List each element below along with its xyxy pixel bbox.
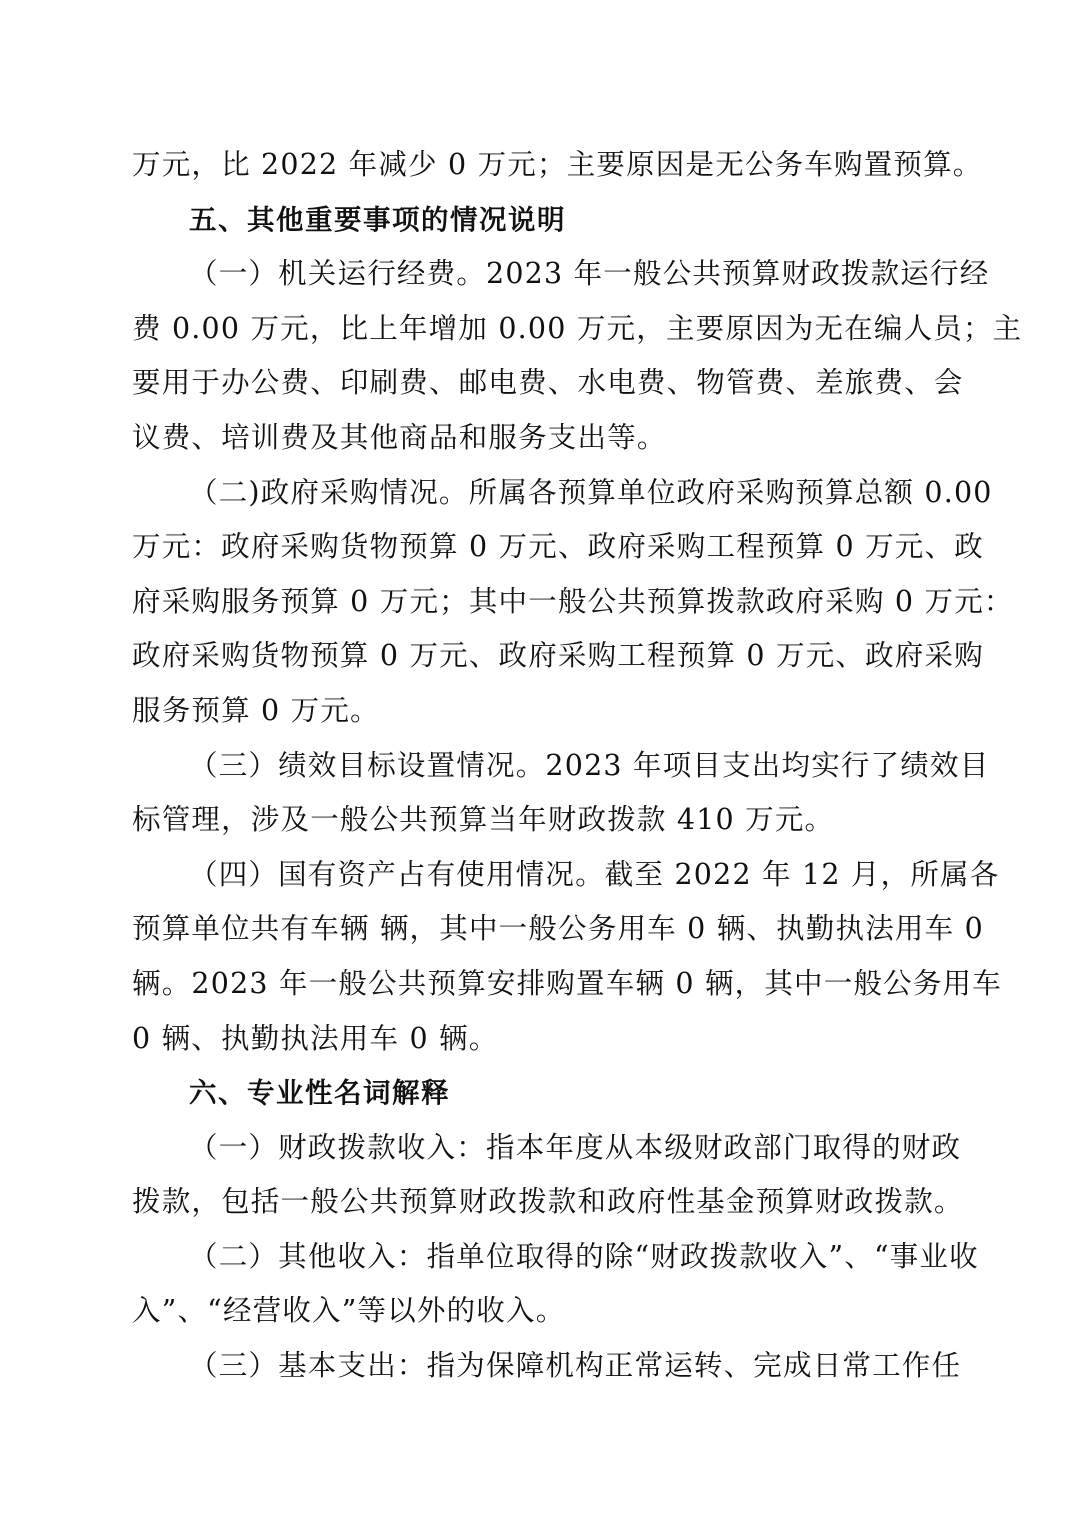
- body-line: 标管理，涉及一般公共预算当年财政拨款 410 万元。: [132, 803, 835, 837]
- body-line: （三）基本支出：指为保障机构正常运转、完成日常工作任: [189, 1349, 962, 1383]
- document-body: [132, 138, 1023, 1394]
- body-line: （三）绩效目标设置情况。2023 年项目支出均实行了绩效目: [189, 748, 990, 782]
- body-line: 万元，比 2022 年减少 0 万元；主要原因是无公务车购置预算。: [132, 148, 983, 181]
- body-line: 预算单位共有车辆 辆，其中一般公务用车 0 辆、执勤执法用车 0: [132, 912, 984, 946]
- body-line: 议费、培训费及其他商品和服务支出等。: [132, 420, 667, 454]
- section-heading-terminology: 六、专业性名词解释: [189, 1077, 450, 1110]
- body-line: 辆。2023 年一般公共预算安排购置车辆 0 辆，其中一般公务用车: [132, 966, 1002, 1000]
- body-line: （二）其他收入：指单位取得的除“财政拨款收入”、“事业收: [189, 1239, 979, 1273]
- body-line: （一）财政拨款收入：指本年度从本级财政部门取得的财政: [189, 1130, 962, 1164]
- body-line: 费 0.00 万元，比上年增加 0.00 万元，主要原因为无在编人员；主: [132, 311, 1023, 345]
- body-line: 府采购服务预算 0 万元；其中一般公共预算拨款政府采购 0 万元：: [132, 584, 1014, 618]
- body-line: 0 辆、执勤执法用车 0 辆。: [132, 1021, 499, 1055]
- body-line: 入”、“经营收入”等以外的收入。: [132, 1294, 566, 1328]
- section-heading-other-matters: 五、其他重要事项的情况说明: [189, 203, 566, 236]
- body-line: （四）国有资产占有使用情况。截至 2022 年 12 月，所属各: [189, 857, 1000, 891]
- body-line: 服务预算 0 万元。: [132, 693, 380, 727]
- body-line: 要用于办公费、印刷费、邮电费、水电费、物管费、差旅费、会: [132, 366, 964, 400]
- body-line: 政府采购货物预算 0 万元、政府采购工程预算 0 万元、政府采购: [132, 639, 984, 673]
- body-line: （一）机关运行经费。2023 年一般公共预算财政拨款运行经: [189, 257, 990, 291]
- body-line: （二)政府采购情况。所属各预算单位政府采购预算总额 0.00: [189, 475, 993, 509]
- body-line: 万元：政府采购货物预算 0 万元、政府采购工程预算 0 万元、政: [132, 530, 984, 564]
- body-line: 拨款，包括一般公共预算财政拨款和政府性基金预算财政拨款。: [132, 1185, 964, 1219]
